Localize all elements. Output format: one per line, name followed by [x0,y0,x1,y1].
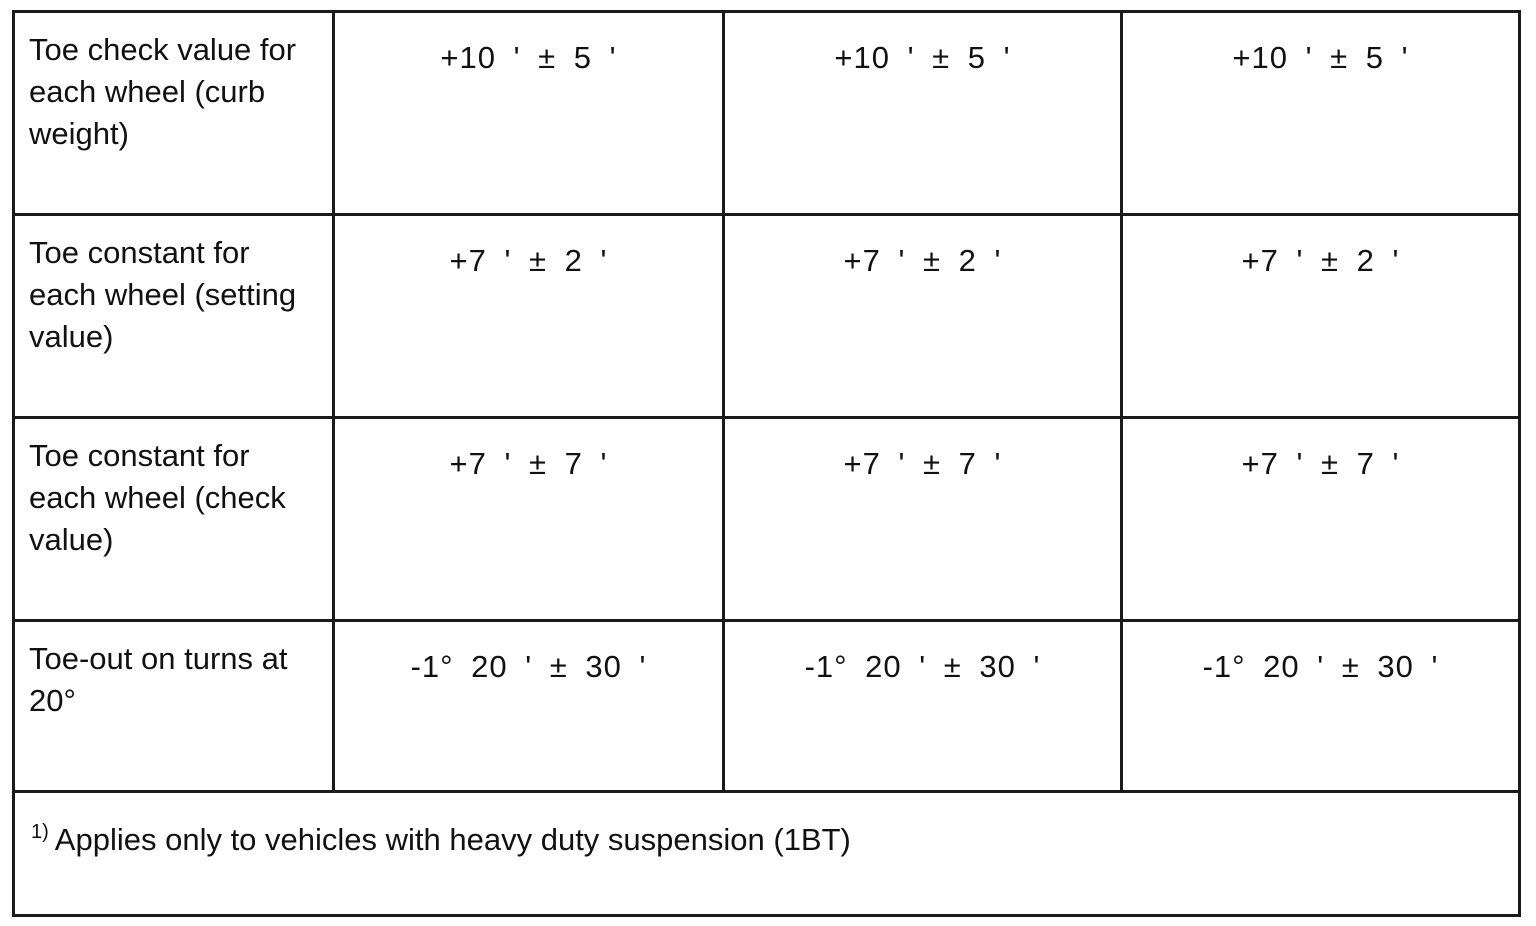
table-row-toe-out-turns [14,621,1520,792]
table-row-toe-check-curb [14,12,1520,215]
spec-value: +7 ' ± 2 ' [1241,243,1400,278]
spec-value: -1° 20 ' ± 30 ' [1202,649,1439,684]
footnote [15,793,1518,861]
spec-value: +7 ' ± 7 ' [843,446,1002,481]
value-cell [334,418,724,621]
value-cell [1122,12,1520,215]
value-cell [334,215,724,418]
alignment-spec-table [12,10,1521,917]
table-row-footnote [14,792,1520,916]
spec-value: +7 ' ± 7 ' [449,446,608,481]
spec-value: +7 ' ± 2 ' [449,243,608,278]
row-label-cell [14,12,334,215]
footnote-cell [14,792,1520,916]
spec-value: +10 ' ± 5 ' [834,40,1011,75]
value-cell [1122,215,1520,418]
value-cell [1122,418,1520,621]
value-cell [724,215,1122,418]
row-label: Toe check value for each wheel (curb weight) [29,32,297,151]
value-cell [334,621,724,792]
footnote-text: Applies only to vehicles with heavy duty suspension (1BT) [54,822,851,857]
spec-value: -1° 20 ' ± 30 ' [410,649,647,684]
row-label-cell [14,418,334,621]
row-label: Toe-out on turns at 20° [29,641,288,718]
value-cell [724,621,1122,792]
value-cell [334,12,724,215]
spec-value: +7 ' ± 7 ' [1241,446,1400,481]
spec-value: +10 ' ± 5 ' [1232,40,1409,75]
spec-value: +10 ' ± 5 ' [440,40,617,75]
row-label-cell [14,215,334,418]
footnote-marker: 1) [31,821,49,843]
value-cell [724,418,1122,621]
row-label: Toe constant for each wheel (setting value) [29,235,297,354]
value-cell [724,12,1122,215]
spec-value: +7 ' ± 2 ' [843,243,1002,278]
table-row-toe-constant-setting [14,215,1520,418]
row-label: Toe constant for each wheel (check value) [29,438,286,557]
table-row-toe-constant-check [14,418,1520,621]
value-cell [1122,621,1520,792]
spec-value: -1° 20 ' ± 30 ' [804,649,1041,684]
row-label-cell [14,621,334,792]
